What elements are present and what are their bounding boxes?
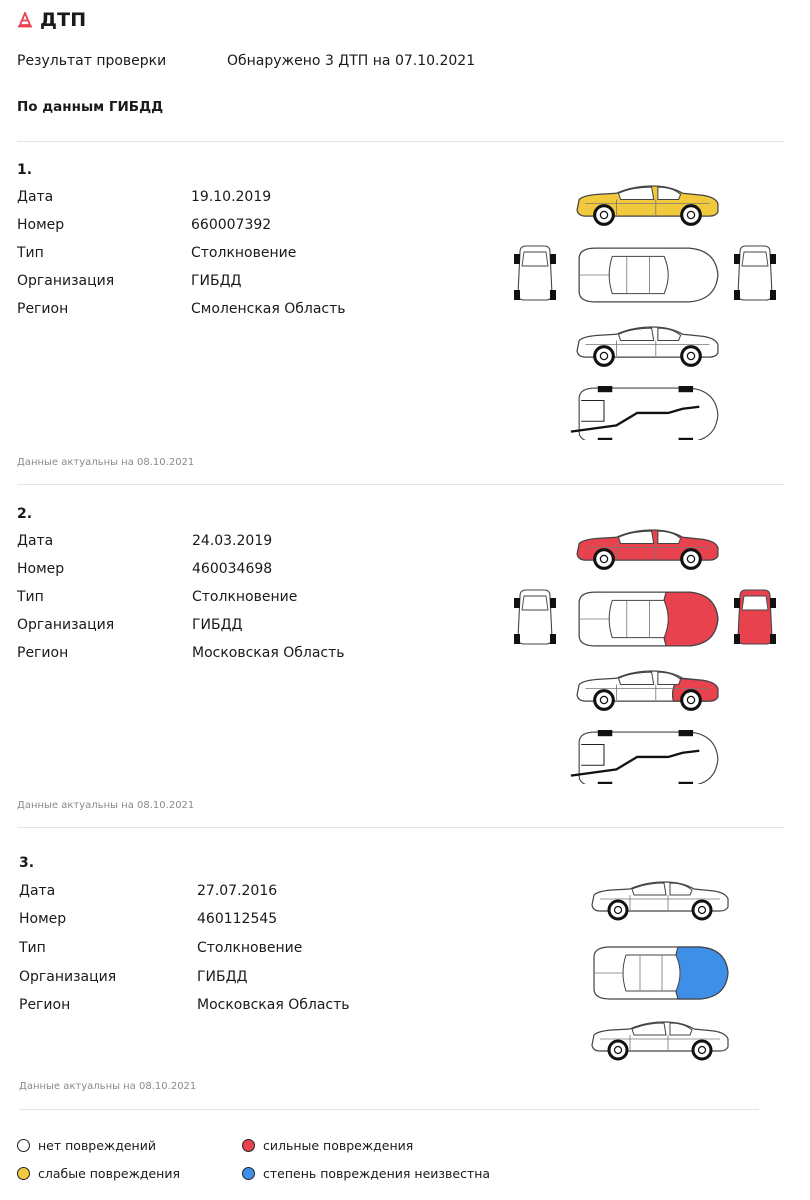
section-header — [17, 9, 86, 31]
legend-item: сильные повреждения — [242, 1138, 413, 1153]
car-damage-diagram — [510, 180, 790, 440]
accident-card-2: 2. Дата 24.03.2019 Номер 460034698 Тип Столкновение Организация ГИБДД Регион Московская Область Данные актуальны на 08.10.2021 — [0, 504, 810, 824]
accident-index: 1. — [17, 162, 33, 178]
legend-dot-weak — [17, 1167, 30, 1180]
damage-legend — [17, 1138, 777, 1188]
page-title: ДТП — [40, 9, 87, 31]
divider — [17, 484, 784, 485]
car-top-view — [579, 248, 718, 302]
car-bottom-view — [571, 386, 718, 440]
car-top-view — [594, 947, 728, 999]
car-side-right-view — [592, 1022, 728, 1059]
accident-index: 2. — [17, 506, 33, 522]
check-result-label: Результат проверки — [17, 53, 167, 69]
source-title: По данным ГИБДД — [17, 99, 164, 115]
car-rear-view — [514, 246, 556, 300]
legend-item: степень повреждения неизвестна — [242, 1166, 490, 1181]
car-rear-view — [514, 590, 556, 644]
car-side-right-view — [577, 327, 718, 365]
updated-note: Данные актуальны на 08.10.2021 — [17, 457, 195, 468]
car-front-view — [734, 590, 776, 644]
check-result-value: Обнаружено 3 ДТП на 07.10.2021 — [227, 53, 476, 69]
car-side-left-view — [577, 530, 718, 568]
car-side-left-view — [592, 882, 728, 919]
updated-note: Данные актуальны на 08.10.2021 — [19, 1081, 197, 1092]
divider — [19, 1109, 759, 1110]
car-damage-diagram — [510, 524, 790, 784]
updated-note: Данные актуальны на 08.10.2021 — [17, 800, 195, 811]
car-damage-diagram — [580, 873, 740, 1068]
accident-card-1: 1. Дата 19.10.2019 Номер 660007392 Тип Столкновение Организация ГИБДД Регион Смоленская Область Данные актуальны на 08.10.2021 — [0, 160, 810, 480]
accident-index: 3. — [19, 855, 35, 871]
check-result — [17, 53, 475, 69]
car-top-view — [579, 592, 718, 646]
legend-dot-strong — [242, 1139, 255, 1152]
car-side-right-view — [577, 671, 718, 709]
car-side-left-view — [577, 186, 718, 224]
accident-card-3: 3. Дата 27.07.2016 Номер 460112545 Тип Столкновение Организация ГИБДД Регион Московская Область Данные актуальны на 08.10.2021 — [0, 853, 810, 1093]
legend-item: нет повреждений — [17, 1138, 156, 1153]
divider — [17, 827, 784, 828]
traffic-cone-icon — [17, 12, 33, 28]
legend-item: слабые повреждения — [17, 1166, 180, 1181]
car-front-view — [734, 246, 776, 300]
car-bottom-view — [571, 730, 718, 784]
legend-dot-none — [17, 1139, 30, 1152]
divider — [17, 141, 784, 142]
legend-dot-unknown — [242, 1167, 255, 1180]
